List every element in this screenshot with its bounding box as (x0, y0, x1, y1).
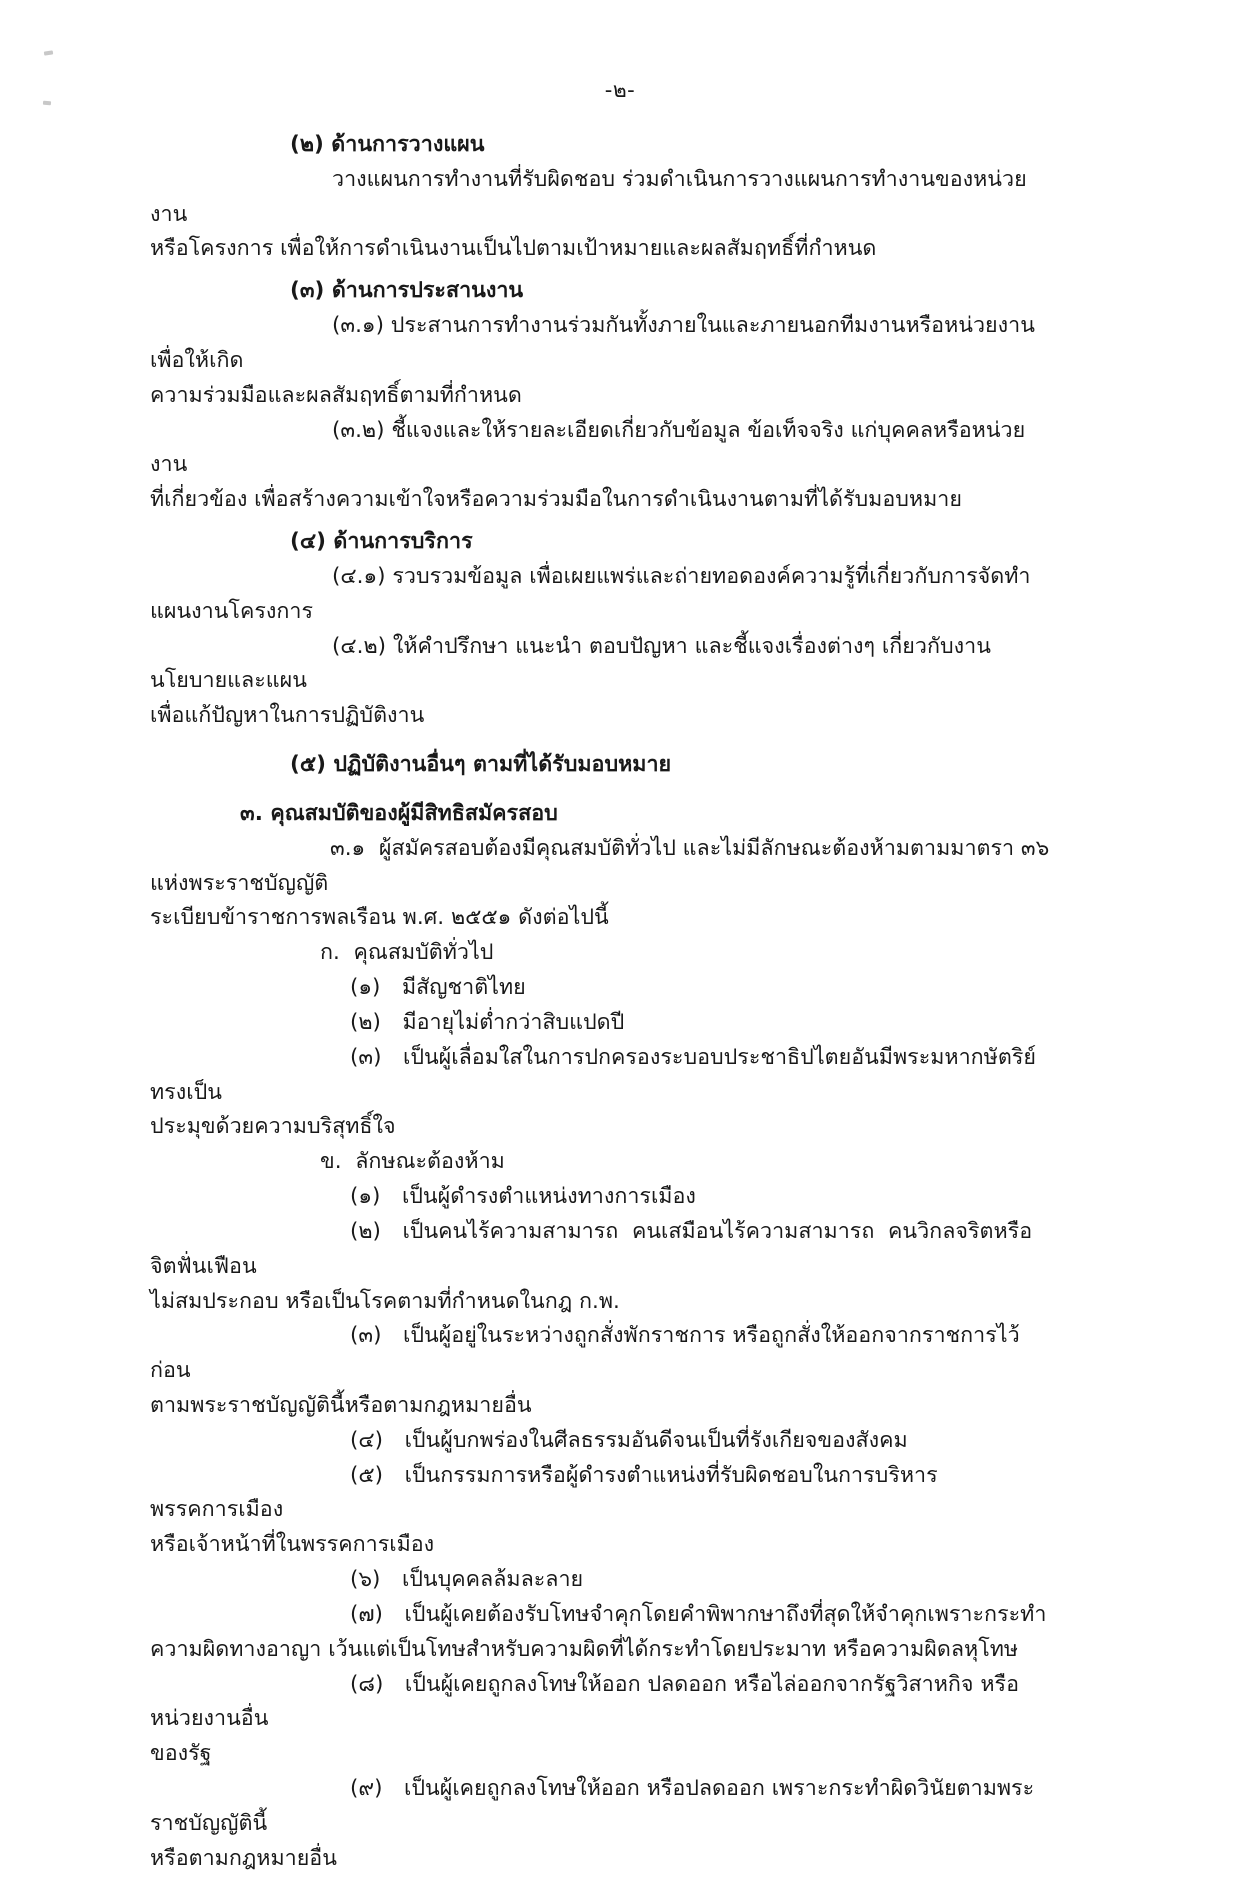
section-heading-other-duties: (๕) ปฏิบัติงานอื่นๆ ตามที่ได้รับมอบหมาย (290, 752, 672, 778)
coordination-item-2-line-1: (๓.๒) ชี้แจงและให้รายละเอียดเกี่ยวกับข้อมูล ข้อเท็จจริง แก่บุคคลหรือหน่วยงาน (150, 417, 1026, 478)
list-item (150, 1424, 1050, 1459)
service-item-2-line-2: เพื่อแก้ปัญหาในการปฏิบัติงาน (150, 703, 425, 729)
list-item (150, 1459, 1050, 1529)
service-item-2-line-1: (๔.๒) ให้คำปรึกษา แนะนำ ตอบปัญหา และชี้แจงเรื่องต่างๆ เกี่ยวกับงานนโยบายและแผน (150, 633, 991, 694)
list-item (150, 1563, 1050, 1598)
list-item-text: เป็นผู้ดำรงตำแหน่งทางการเมือง (401, 1184, 696, 1210)
planning-paragraph-line-1: วางแผนการทำงานที่รับผิดชอบ ร่วมดำเนินการวางแผนการทำงานของหน่วยงาน (150, 166, 1027, 227)
coordination-item-2-line-2: ที่เกี่ยวข้อง เพื่อสร้างความเข้าใจหรือความร่วมมือในการดำเนินงานตามที่ได้รับมอบหมาย (150, 487, 962, 513)
list-item-label: (๒) (350, 1009, 403, 1035)
list-item-text: เป็นผู้บกพร่องในศีลธรรมอันดีจนเป็นที่รังเกียจของสังคม (404, 1427, 908, 1453)
list-item (150, 1319, 1050, 1389)
list-item-label: (๑) (350, 1184, 402, 1210)
list-item (150, 1668, 1050, 1738)
list-item-text: เป็นผู้เคยต้องรับโทษจำคุกโดยคำพิพากษาถึงที่สุดให้จำคุกเพราะกระทำ (404, 1601, 1047, 1627)
list-item-continuation: ไม่สมประกอบ หรือเป็นโรคตามที่กำหนดในกฎ ก.พ. (150, 1288, 620, 1314)
general-qualifications-list (150, 971, 1050, 1145)
list-item (150, 1215, 1050, 1285)
list-item-label: (๗) (350, 1601, 405, 1627)
list-item (150, 1772, 1050, 1842)
list-item-continuation: ตามพระราชบัญญัตินี้หรือตามกฎหมายอื่น (150, 1392, 532, 1418)
list-item-text: มีสัญชาติไทย (401, 975, 526, 1001)
list-item-continuation: หรือเจ้าหน้าที่ในพรรคการเมือง (150, 1532, 435, 1558)
qualifications-intro-line-2: ระเบียบข้าราชการพลเรือน พ.ศ. ๒๕๕๑ ดังต่อไปนี้ (150, 905, 609, 931)
list-item-text: เป็นผู้เคยถูกลงโทษให้ออก หรือปลดออก เพราะกระทำผิดวินัยตามพระราชบัญญัตินี้ (150, 1776, 1035, 1836)
subsection-heading-general-qualifications: ก. คุณสมบัติทั่วไป (320, 940, 494, 966)
list-item-text: เป็นผู้เลื่อมใสในการปกครองระบอบประชาธิปไตยอันมีพระมหากษัตริย์ทรงเป็น (150, 1044, 1036, 1105)
list-item-text: มีอายุไม่ต่ำกว่าสิบแปดปี (402, 1009, 625, 1035)
section-heading-service: (๔) ด้านการบริการ (290, 529, 473, 555)
coordination-item-1-line-2: ความร่วมมือและผลสัมฤทธิ์ตามที่กำหนด (150, 382, 522, 408)
list-item-label: (๓) (350, 1044, 403, 1070)
section-heading-coordination: (๓) ด้านการประสานงาน (290, 278, 524, 304)
list-item-label: (๘) (350, 1671, 405, 1697)
list-item-text: เป็นผู้อยู่ในระหว่างถูกสั่งพักราชการ หรือถูกสั่งให้ออกจากราชการไว้ก่อน (150, 1323, 1020, 1384)
qualifications-intro-line-1: ๓.๑ ผู้สมัครสอบต้องมีคุณสมบัติทั่วไป และไม่มีลักษณะต้องห้ามตามมาตรา ๓๖ แห่งพระราชบัญญัติ (150, 835, 1057, 896)
service-item-1: (๔.๑) รวบรวมข้อมูล เพื่อเผยแพร่และถ่ายทอดองค์ความรู้ที่เกี่ยวกับการจัดทำแผนงานโครงการ (150, 563, 1031, 624)
list-item-text: เป็นผู้เคยถูกลงโทษให้ออก ปลดออก หรือไล่ออกจากรัฐวิสาหกิจ หรือหน่วยงานอื่น (150, 1671, 1019, 1732)
list-item-label: (๓) (350, 1323, 403, 1349)
list-item-label: (๒) (350, 1218, 403, 1244)
list-item-continuation: ประมุขด้วยความบริสุทธิ์ใจ (150, 1114, 396, 1140)
list-item (150, 1180, 1050, 1215)
section-heading-qualifications: ๓. คุณสมบัติของผู้มีสิทธิสมัครสอบ (240, 800, 558, 826)
subsection-heading-prohibited-characteristics: ข. ลักษณะต้องห้าม (320, 1149, 505, 1175)
list-item-label: (๕) (350, 1462, 405, 1488)
list-item-label: (๔) (350, 1427, 405, 1453)
list-item-label: (๖) (350, 1567, 402, 1593)
planning-paragraph-line-2: หรือโครงการ เพื่อให้การดำเนินงานเป็นไปตามเป้าหมายและผลสัมฤทธิ์ที่กำหนด (150, 236, 877, 262)
list-item-continuation: ของรัฐ (150, 1741, 212, 1767)
list-item-label: (๑) (350, 975, 402, 1001)
list-item (150, 971, 1050, 1006)
list-item-continuation: ความผิดทางอาญา เว้นแต่เป็นโทษสำหรับความผิดที่ได้กระทำโดยประมาท หรือความผิดลหุโทษ (150, 1636, 1019, 1662)
prohibited-characteristics-list (150, 1180, 1050, 1877)
list-item-continuation: หรือตามกฎหมายอื่น (150, 1845, 337, 1871)
list-item-label: (๙) (350, 1776, 405, 1802)
list-item-text: เป็นบุคคลล้มละลาย (401, 1567, 584, 1593)
page-number: -๒- (604, 78, 636, 102)
document-body (150, 128, 1057, 1877)
list-item-text: เป็นคนไร้ความสามารถ คนเสมือนไร้ความสามารถ คนวิกลจริตหรือจิตฟั่นเฟือน (150, 1218, 1033, 1279)
list-item (150, 1006, 1050, 1041)
coordination-item-1-line-1: (๓.๑) ประสานการทำงานร่วมกันทั้งภายในและภายนอกทีมงานหรือหน่วยงาน เพื่อให้เกิด (150, 313, 1042, 373)
list-item-text: เป็นกรรมการหรือผู้ดำรงตำแหน่งที่รับผิดชอบในการบริหารพรรคการเมือง (150, 1462, 938, 1523)
list-item (150, 1598, 1050, 1633)
list-item (150, 1041, 1050, 1111)
section-heading-planning: (๒) ด้านการวางแผน (290, 132, 485, 157)
scan-artifact-speck (44, 50, 53, 55)
